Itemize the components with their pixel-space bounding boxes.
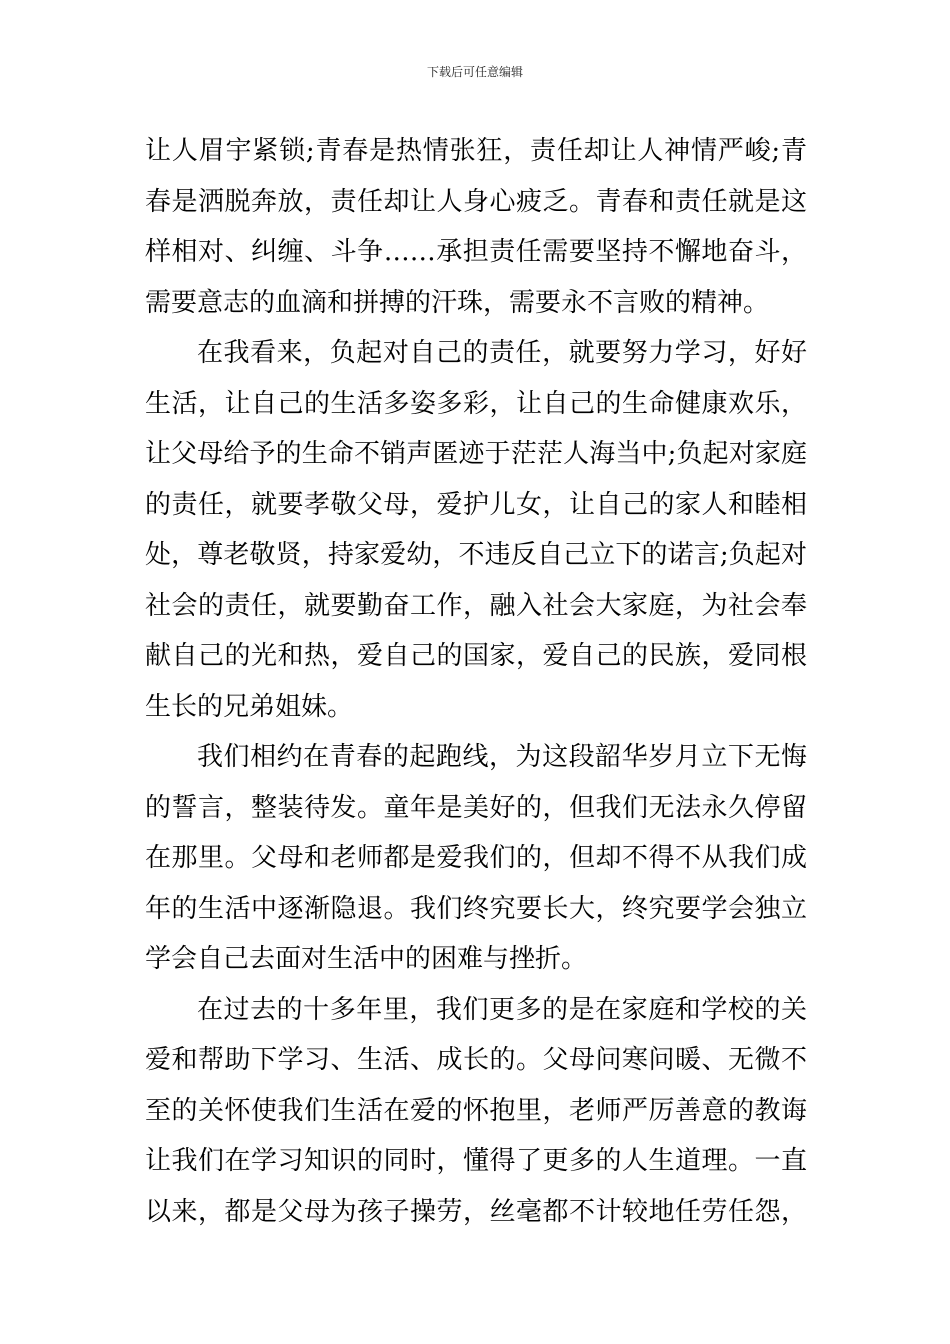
text-line: 样相对、纠缠、斗争……承担责任需要坚持不懈地奋斗， [145,237,807,267]
text-line: 让父母给予的生命不销声匿迹于茫茫人海当中;负起对家庭 [145,439,807,469]
text-line: 我们相约在青春的起跑线，为这段韶华岁月立下无悔 [197,742,807,772]
text-line: 学会自己去面对生活中的困难与挫折。 [145,944,588,974]
text-line: 在那里。父母和老师都是爱我们的，但却不得不从我们成 [145,843,807,873]
text-line: 让我们在学习知识的同时，懂得了更多的人生道理。一直 [145,1146,807,1176]
text-line: 春是洒脱奔放，责任却让人身心疲乏。青春和责任就是这 [145,186,807,217]
text-line: 年的生活中逐渐隐退。我们终究要长大，终究要学会独立 [145,893,807,924]
text-line: 生长的兄弟姐妹。 [145,691,354,722]
document-body [145,128,807,1239]
text-line: 的誓言，整装待发。童年是美好的，但我们无法永久停留 [145,792,807,823]
text-line: 需要意志的血滴和拼搏的汗珠，需要永不言败的精神。 [145,287,770,318]
text-line: 至的关怀使我们生活在爱的怀抱里，老师严厉善意的教诲 [145,1095,807,1126]
text-line: 处，尊老敬贤，持家爱幼，不违反自己立下的诺言;负起对 [145,540,807,570]
text-line: 社会的责任，就要勤奋工作，融入社会大家庭，为社会奉 [145,590,807,621]
text-line: 生活，让自己的生活多姿多彩，让自己的生命健康欢乐， [145,388,807,419]
page-header: 下载后可任意编辑 [426,65,523,79]
text-line: 在我看来，负起对自己的责任，就要努力学习，好好 [197,338,807,368]
text-line: 让人眉宇紧锁;青春是热情张狂，责任却让人神情严峻;青 [145,136,807,166]
text-line: 以来，都是父母为孩子操劳，丝毫都不计较地任劳任怨， [145,1196,807,1227]
text-line: 献自己的光和热，爱自己的国家，爱自己的民族，爱同根 [145,641,807,671]
text-line: 爱和帮助下学习、生活、成长的。父母问寒问暖、无微不 [145,1045,807,1075]
text-line: 的责任，就要孝敬父母，爱护儿女，让自己的家人和睦相 [145,489,807,520]
text-line: 在过去的十多年里，我们更多的是在家庭和学校的关 [197,994,807,1025]
